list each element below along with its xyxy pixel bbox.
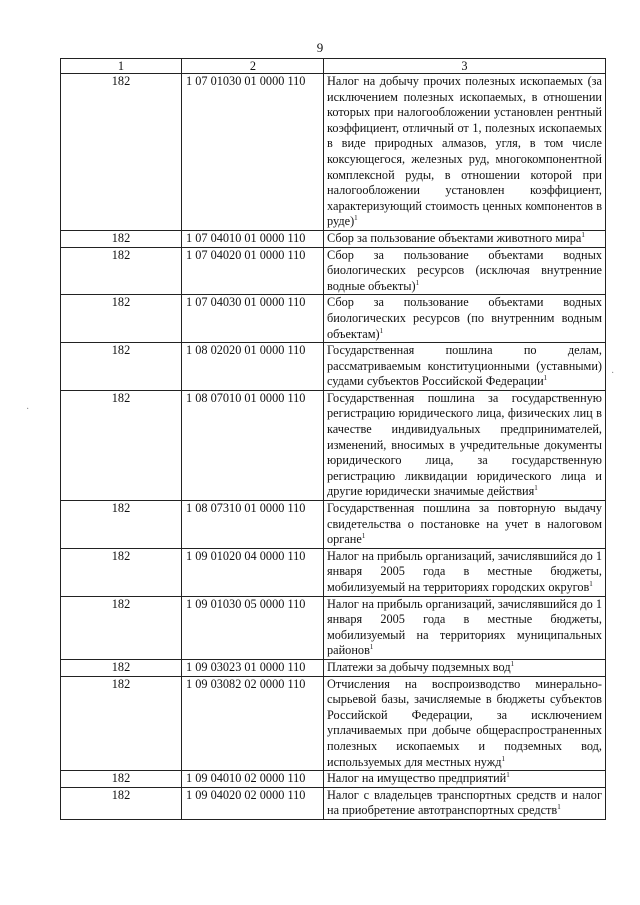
- revenue-name-cell: [324, 548, 606, 596]
- budget-classification-code-cell: 1 09 01020 04 0000 110: [182, 548, 324, 596]
- admin-code-cell: 182: [61, 247, 182, 295]
- table-row: [61, 247, 606, 295]
- table-row: [61, 295, 606, 343]
- revenue-name-cell: [324, 659, 606, 676]
- revenue-name-text: Налог на добычу прочих полезных ископаемых (за исключением полезных ископаемых, в отношении которых при налогообложении установлен рентный коэффициент, отличный от 1, полезных ископаемых в виде природных алмазов, угля, в том числе коксующегося, железных руд, многокомпонентной комплексной руды, в отношении которой при налогообложении установлен коэффициент, характеризующий стоимость ценных компонентов в руде): [327, 74, 602, 229]
- budget-classification-code-cell: 1 09 03023 01 0000 110: [182, 659, 324, 676]
- admin-code-cell: 182: [61, 230, 182, 247]
- footnote-marker: 1: [534, 484, 538, 493]
- revenue-name-text: Налог на имущество предприятий: [327, 771, 507, 786]
- budget-classification-code-cell: 1 09 04010 02 0000 110: [182, 771, 324, 788]
- footnote-marker: 1: [557, 803, 561, 812]
- table-row: [61, 230, 606, 247]
- revenue-codes-table: [60, 58, 606, 820]
- footnote-marker: 1: [379, 326, 384, 335]
- revenue-name-cell: [324, 596, 606, 659]
- table-row: [61, 390, 606, 500]
- admin-code-cell: 182: [61, 596, 182, 659]
- revenue-name-text: Отчисления на воспроизводство минерально-сырьевой базы, зачисляемые в бюджеты субъектов Российской Федерации, за исключением уплачиваемых при добыче общераспространенных полезных ископаемых и подземных вод, используемых для местных нужд: [327, 676, 602, 769]
- column-header-1: 1: [61, 59, 182, 74]
- budget-classification-code-cell: 1 07 04010 01 0000 110: [182, 230, 324, 247]
- footnote-marker: 1: [354, 214, 358, 223]
- scan-mark: ·: [611, 368, 615, 379]
- revenue-name-text: Сбор за пользование объектами водных биологических ресурсов (по внутренним водным объектам): [327, 295, 602, 341]
- revenue-name-text: Платежи за добычу подземных вод: [327, 659, 511, 674]
- table-header: [61, 59, 606, 74]
- revenue-name-cell: [324, 343, 606, 391]
- admin-code-cell: 182: [61, 74, 182, 231]
- admin-code-cell: 182: [61, 501, 182, 549]
- revenue-name-cell: [324, 771, 606, 788]
- footnote-marker: 1: [589, 579, 593, 588]
- revenue-name-cell: [324, 295, 606, 343]
- budget-classification-code-cell: 1 08 07010 01 0000 110: [182, 390, 324, 500]
- page-number: 9: [316, 40, 324, 55]
- table-row: [61, 771, 606, 788]
- revenue-name-cell: [324, 230, 606, 247]
- table-row: [61, 501, 606, 549]
- footnote-marker: 1: [369, 643, 374, 652]
- budget-classification-code-cell: 1 07 01030 01 0000 110: [182, 74, 324, 231]
- revenue-name-text: Государственная пошлина за повторную выдачу свидетельства о постановке на учет в налоговом органе: [327, 501, 602, 547]
- admin-code-cell: 182: [61, 295, 182, 343]
- admin-code-cell: 182: [61, 676, 182, 771]
- revenue-name-cell: [324, 390, 606, 500]
- scan-mark: ·: [26, 404, 30, 415]
- revenue-name-text: Государственная пошлина по делам, рассматриваемым конституционными (уставными) судами субъектов Российской Федерации: [327, 343, 602, 389]
- admin-code-cell: 182: [61, 548, 182, 596]
- revenue-name-text: Налог с владельцев транспортных средств и налог на приобретение автотранспортных средств: [327, 787, 602, 818]
- admin-code-cell: 182: [61, 659, 182, 676]
- revenue-name-text: Налог на прибыль организаций, зачислявшийся до 1 января 2005 года в местные бюджеты, мобилизуемый на территориях городских округов: [327, 548, 602, 594]
- admin-code-cell: 182: [61, 390, 182, 500]
- revenue-name-text: Государственная пошлина за государственную регистрацию юридического лица, физических лиц в качестве индивидуальных предпринимателей, изменений, вносимых в учредительные документы юридического лица, за государственную регистрацию ликвидации юридического лица и другие юридически значимые действия: [327, 390, 602, 499]
- revenue-name-cell: [324, 247, 606, 295]
- column-header-2: 2: [182, 59, 324, 74]
- budget-classification-code-cell: 1 09 03082 02 0000 110: [182, 676, 324, 771]
- budget-classification-code-cell: 1 08 02020 01 0000 110: [182, 343, 324, 391]
- revenue-name-cell: [324, 787, 606, 819]
- footnote-marker: 1: [501, 754, 506, 763]
- revenue-name-cell: [324, 501, 606, 549]
- admin-code-cell: 182: [61, 771, 182, 788]
- table-row: [61, 787, 606, 819]
- revenue-name-cell: [324, 74, 606, 231]
- table-row: [61, 74, 606, 231]
- footnote-marker: 1: [581, 230, 585, 239]
- table-row: [61, 548, 606, 596]
- footnote-marker: 1: [543, 374, 548, 383]
- budget-classification-code-cell: 1 08 07310 01 0000 110: [182, 501, 324, 549]
- budget-classification-code-cell: 1 07 04030 01 0000 110: [182, 295, 324, 343]
- revenue-name-text: Налог на прибыль организаций, зачислявшийся до 1 января 2005 года в местные бюджеты, мобилизуемый на территориях муниципальных районов: [327, 596, 602, 658]
- footnote-marker: 1: [506, 771, 510, 780]
- table-row: [61, 596, 606, 659]
- budget-classification-code-cell: 1 09 01030 05 0000 110: [182, 596, 324, 659]
- table-row: [61, 659, 606, 676]
- table-row: [61, 676, 606, 771]
- budget-classification-code-cell: 1 09 04020 02 0000 110: [182, 787, 324, 819]
- admin-code-cell: 182: [61, 343, 182, 391]
- table-body: [61, 74, 606, 820]
- budget-classification-code-cell: 1 07 04020 01 0000 110: [182, 247, 324, 295]
- footnote-marker: 1: [415, 278, 420, 287]
- footnote-marker: 1: [361, 532, 366, 541]
- table-row: [61, 343, 606, 391]
- revenue-name-cell: [324, 676, 606, 771]
- revenue-name-text: Сбор за пользование объектами животного мира: [327, 230, 582, 245]
- admin-code-cell: 182: [61, 787, 182, 819]
- column-header-3: 3: [324, 59, 606, 74]
- footnote-marker: 1: [510, 659, 515, 668]
- header-row: [61, 59, 606, 74]
- revenue-name-text: Сбор за пользование объектами водных биологических ресурсов (исключая внутренние водные объекты): [327, 247, 602, 293]
